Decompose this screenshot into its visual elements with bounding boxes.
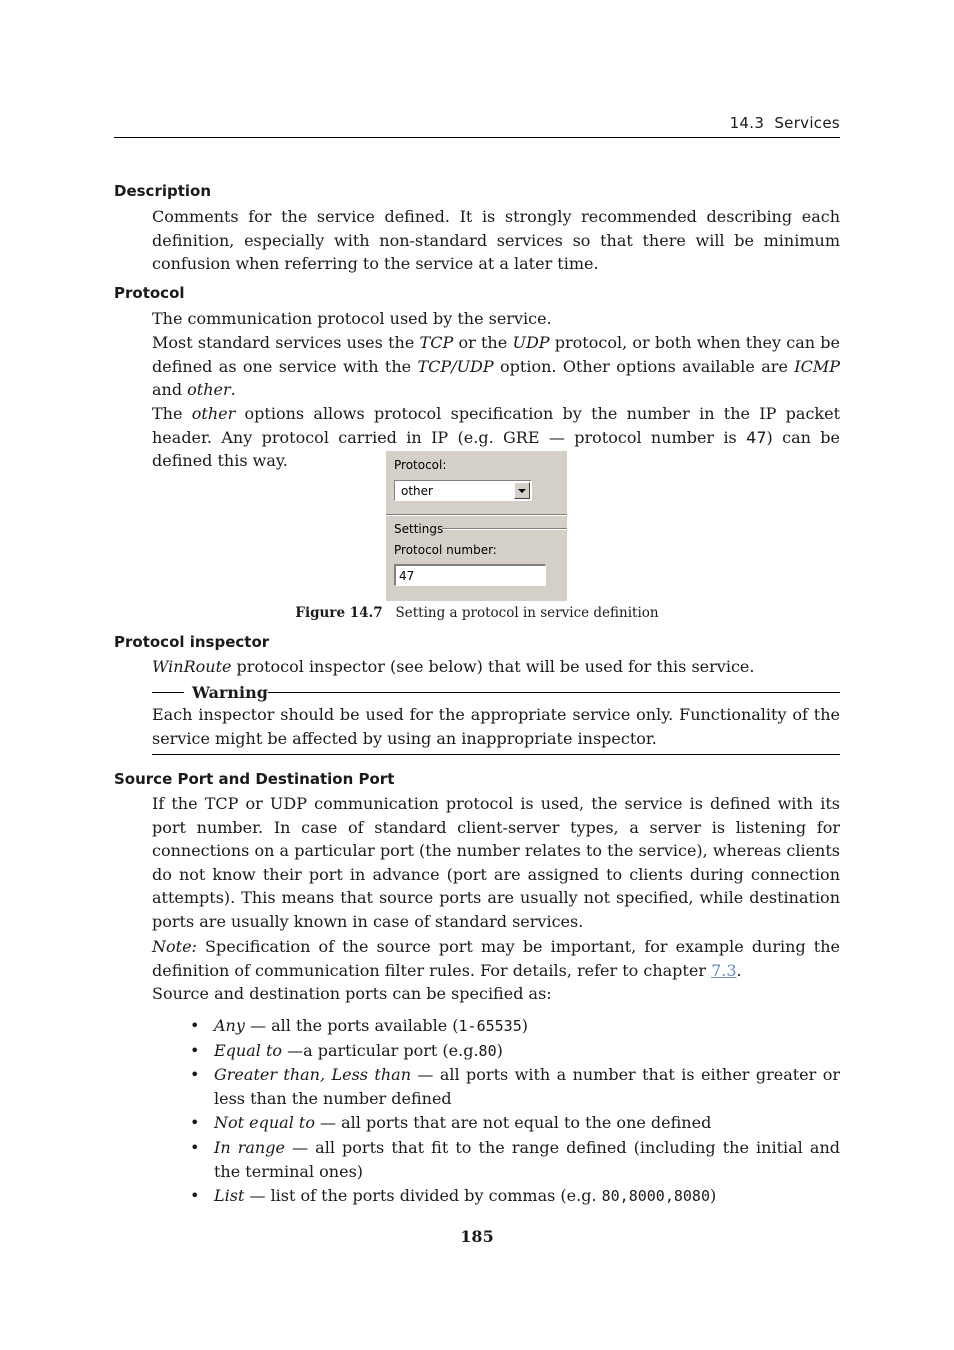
bullet-icon: • (190, 1113, 200, 1133)
warning-text: Each inspector should be used for the appropriate service only. Functionality of the service might be affected by using an inappropriate inspector. (152, 705, 840, 748)
port-types-list (190, 1014, 840, 1209)
warning-box-top (152, 683, 840, 703)
settings-group-label: Settings (394, 522, 444, 536)
tcp-term: TCP (419, 333, 454, 352)
chevron-down-icon (518, 489, 526, 493)
protocol-other-paragraph: The other options allows protocol specification by the number in the IP packet header. Any protocol carried in IP (e.g. GRE — protocol number is 47) can be defined this way. (152, 404, 841, 471)
protocol-heading: Protocol (114, 284, 185, 302)
bullet-icon: • (190, 1040, 200, 1060)
protocol-inspector-heading: Protocol inspector (114, 633, 270, 651)
udp-term: UDP (512, 333, 550, 352)
chapter-link[interactable]: 7.3 (711, 960, 737, 980)
protocol-number-inline: 47 (746, 427, 767, 447)
bullet-icon: • (190, 1137, 200, 1157)
protocol-select-value: other (401, 484, 433, 498)
protocol-inspector-text: WinRoute protocol inspector (see below) that will be used for this service. (152, 657, 755, 676)
ports-paragraph: If the TCP or UDP communication protocol is used, the service is defined with its port number. In case of standard client-server types, a server is listening for connections on a particular port (the number relates to the service), whereas clients do not know their port in advance (port are assigned to clients during connection attempts). This means that source ports are usually not specified, while destination ports are usually known in case of standard services. (152, 794, 840, 931)
protocol-settings-dialog (386, 451, 567, 601)
icmp-term: ICMP (794, 356, 841, 376)
dropdown-button[interactable] (514, 482, 530, 499)
note-label: Note: (152, 937, 197, 956)
running-head-title: Services (774, 114, 840, 132)
list-item: • Greater than, Less than — all ports with a number that is either greater or less than the number defined (190, 1065, 841, 1108)
description-text: Comments for the service defined. It is strongly recommended describing each definition, especially with non-standard services so that there will be minimum confusion when referring to the service at a later time. (152, 207, 840, 274)
bullet-icon: • (190, 1065, 200, 1085)
description-heading: Description (114, 182, 212, 200)
other-term: other (187, 380, 231, 400)
other-term: other (191, 404, 236, 423)
list-item: • Equal to —a particular port (e.g.80) (190, 1039, 840, 1064)
protocol-options-paragraph: Most standard services uses the TCP or the UDP protocol, or both when they can be defined as one service with the TCP/UDP option. Other options available are ICMP and other. (152, 333, 841, 400)
ports-note: Note: Specification of the source port may be important, for example during the definition of communication filter rules. For details, refer to chapter 7.3. (152, 937, 840, 980)
list-item: • In range — all ports that fit to the range defined (including the initial and the terminal ones) (190, 1137, 840, 1181)
running-head (114, 114, 840, 132)
header-rule (114, 137, 840, 138)
protocol-label: Protocol: (394, 458, 447, 472)
settings-group-rule (442, 528, 567, 530)
bullet-icon: • (190, 1186, 200, 1206)
tcpudp-term: TCP/UDP (417, 356, 494, 376)
running-head-section: 14.3 (729, 114, 765, 132)
app-name: WinRoute (152, 657, 232, 676)
protocol-intro: The communication protocol used by the service. (152, 309, 552, 328)
figure-caption-label: Figure 14.7 (295, 605, 383, 621)
protocol-select[interactable] (394, 480, 532, 501)
warning-rule-right (268, 692, 840, 693)
protocol-number-value: 47 (399, 569, 415, 583)
protocol-number-label: Protocol number: (394, 543, 497, 557)
page-number: 185 (460, 1227, 494, 1246)
ports-list-intro: Source and destination ports can be specified as: (152, 984, 552, 1003)
bullet-icon: • (190, 1016, 200, 1035)
figure-caption-text: Setting a protocol in service definition (395, 605, 659, 621)
list-item: • Not equal to — all ports that are not equal to the one defined (190, 1111, 840, 1136)
warning-rule-left (152, 692, 184, 693)
figure-caption (114, 605, 840, 621)
dialog-separator (386, 514, 567, 516)
ports-heading: Source Port and Destination Port (114, 770, 395, 788)
warning-title: Warning (192, 683, 268, 702)
list-item: • List — list of the ports divided by commas (e.g. 80,8000,8080) (190, 1184, 840, 1209)
protocol-number-input[interactable] (394, 564, 546, 586)
warning-bottom-rule (152, 754, 840, 755)
list-item: • Any — all the ports available (1-65535) (190, 1014, 840, 1039)
